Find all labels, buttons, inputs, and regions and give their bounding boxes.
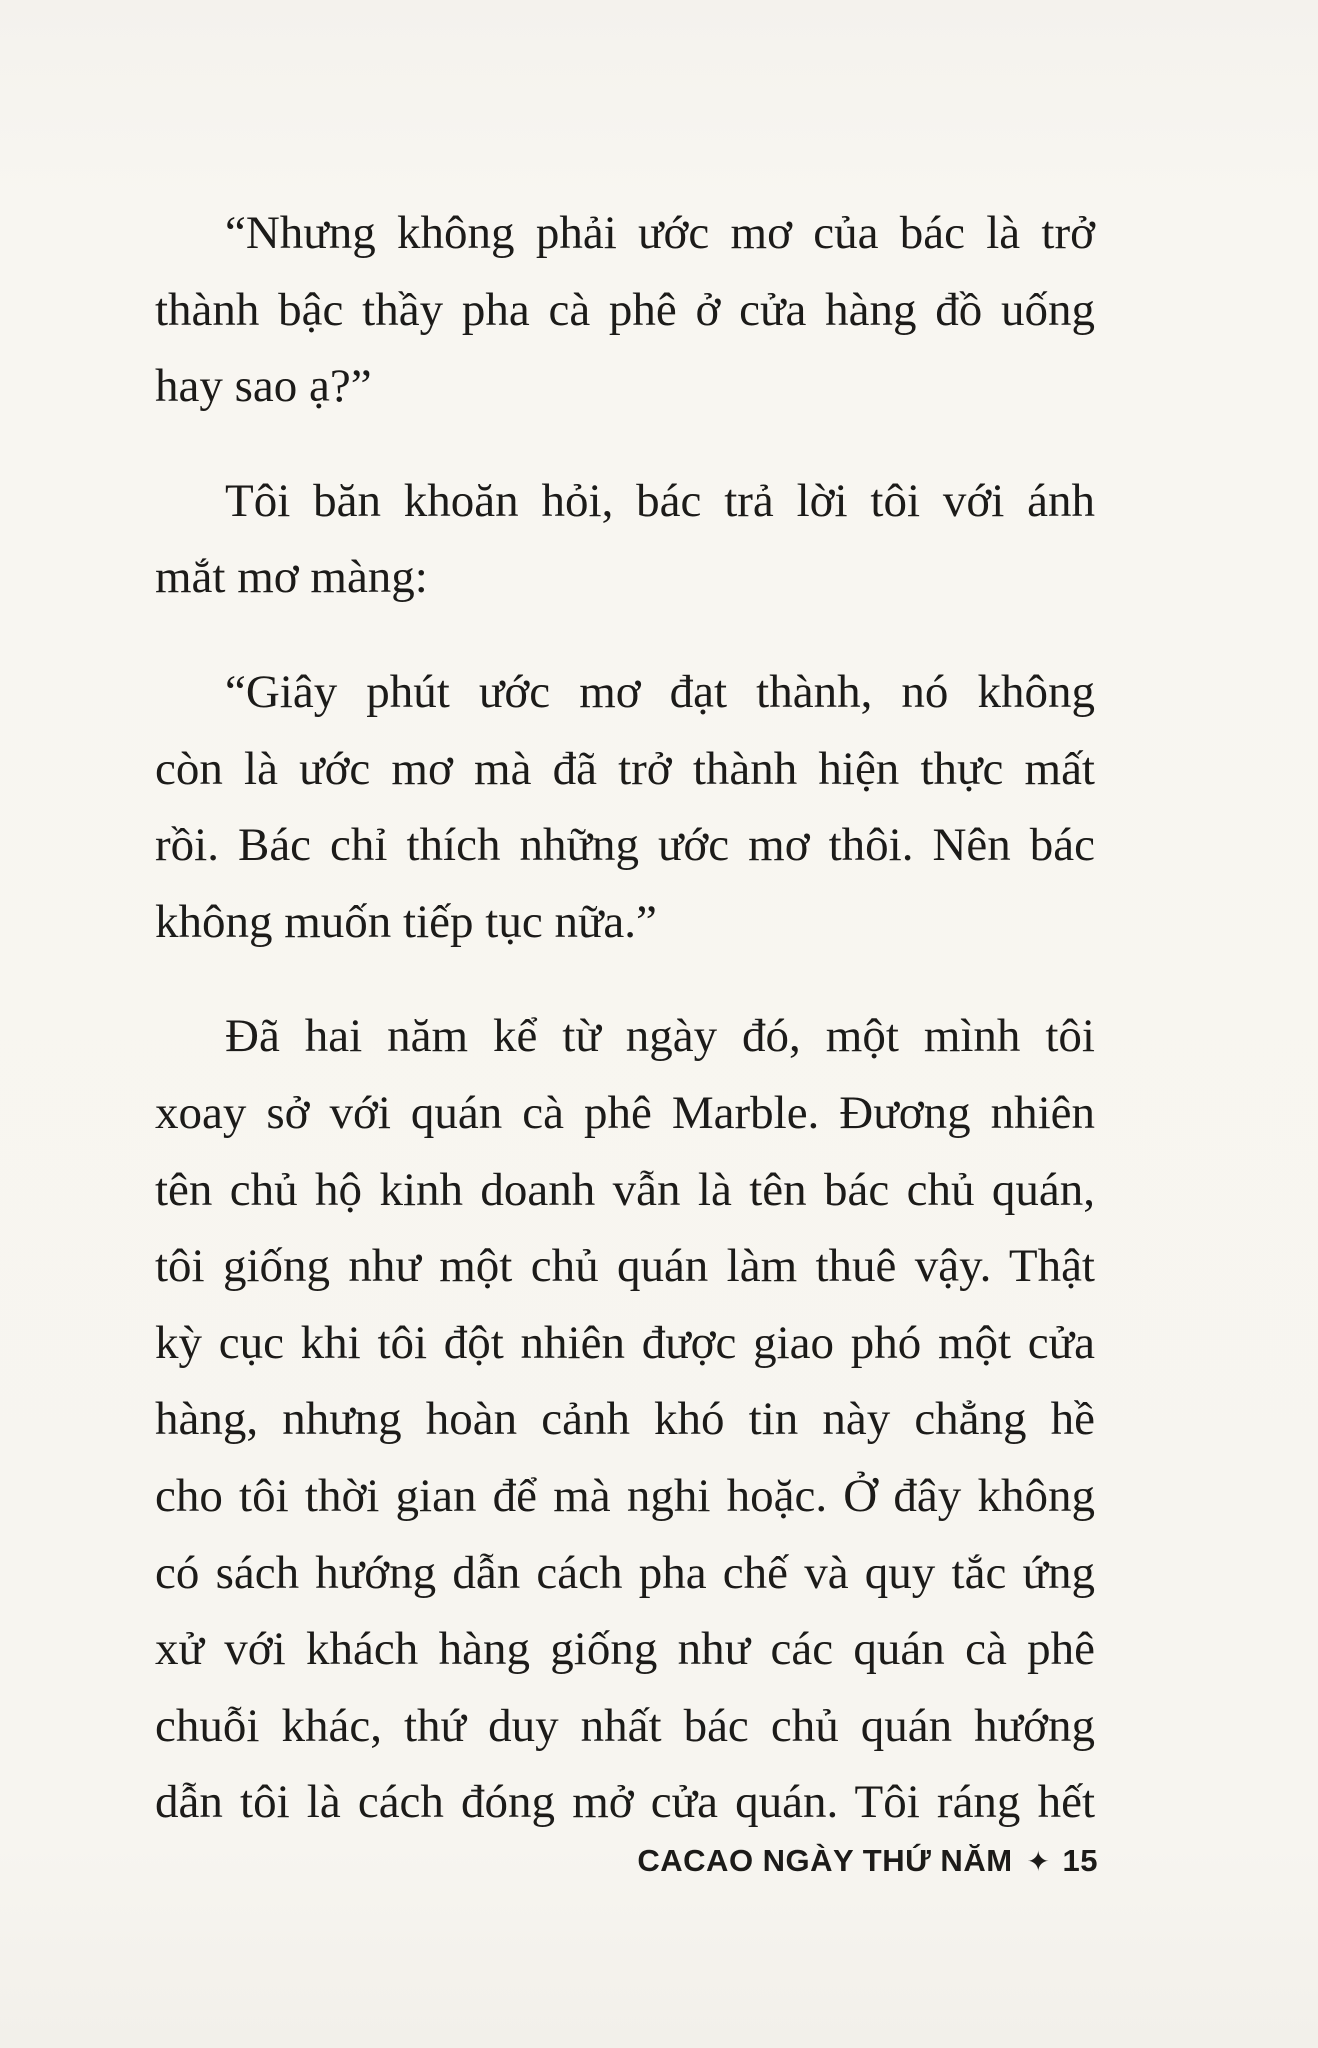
running-title: CACAO NGÀY THỨ NĂM [637,1843,1013,1878]
text-line: hàng, nhưng hoàn cảnh khó tin này chẳng hề [155,1393,1095,1446]
paragraph-1 [155,195,1095,425]
body-text [155,195,1095,1841]
text-line: thành bậc thầy pha cà phê ở cửa hàng đồ uống [155,283,1095,336]
paragraph-2 [155,463,1095,616]
text-line: dẫn tôi là cách đóng mở cửa quán. Tôi ráng hết [155,1776,1095,1829]
text-line: mắt mơ màng: [155,551,428,604]
text-line: rồi. Bác chỉ thích những ước mơ thôi. Nên bác [155,819,1095,872]
text-line: Tôi băn khoăn hỏi, bác trả lời tôi với ánh [225,474,1095,527]
text-line: tên chủ hộ kinh doanh vẫn là tên bác chủ quán, [155,1163,1095,1216]
text-line: còn là ước mơ mà đã trở thành hiện thực mất [155,742,1095,795]
star-separator-icon: ✦ [1026,1845,1051,1877]
text-line: “Giây phút ước mơ đạt thành, nó không [225,665,1095,718]
text-line: chuỗi khác, thứ duy nhất bác chủ quán hướng [155,1699,1095,1752]
text-line: xử với khách hàng giống như các quán cà phê [155,1623,1095,1676]
text-line: “Nhưng không phải ước mơ của bác là trở [225,207,1095,259]
text-line: cho tôi thời gian để mà nghi hoặc. Ở đây không [155,1469,1095,1522]
text-line: hay sao ạ?” [155,360,372,413]
text-line: kỳ cục khi tôi đột nhiên được giao phó một cửa [155,1316,1095,1369]
text-line: có sách hướng dẫn cách pha chế và quy tắc ứng [155,1546,1095,1599]
page-number: 15 [1062,1843,1098,1878]
paragraph-4 [155,998,1095,1841]
text-line: tôi giống như một chủ quán làm thuê vậy. Thật [155,1240,1095,1293]
paragraph-3 [155,654,1095,960]
page-footer [637,1843,1098,1879]
text-line: xoay sở với quán cà phê Marble. Đương nhiên [155,1086,1095,1139]
text-line: không muốn tiếp tục nữa.” [155,895,657,948]
text-line: Đã hai năm kể từ ngày đó, một mình tôi [225,1010,1095,1063]
